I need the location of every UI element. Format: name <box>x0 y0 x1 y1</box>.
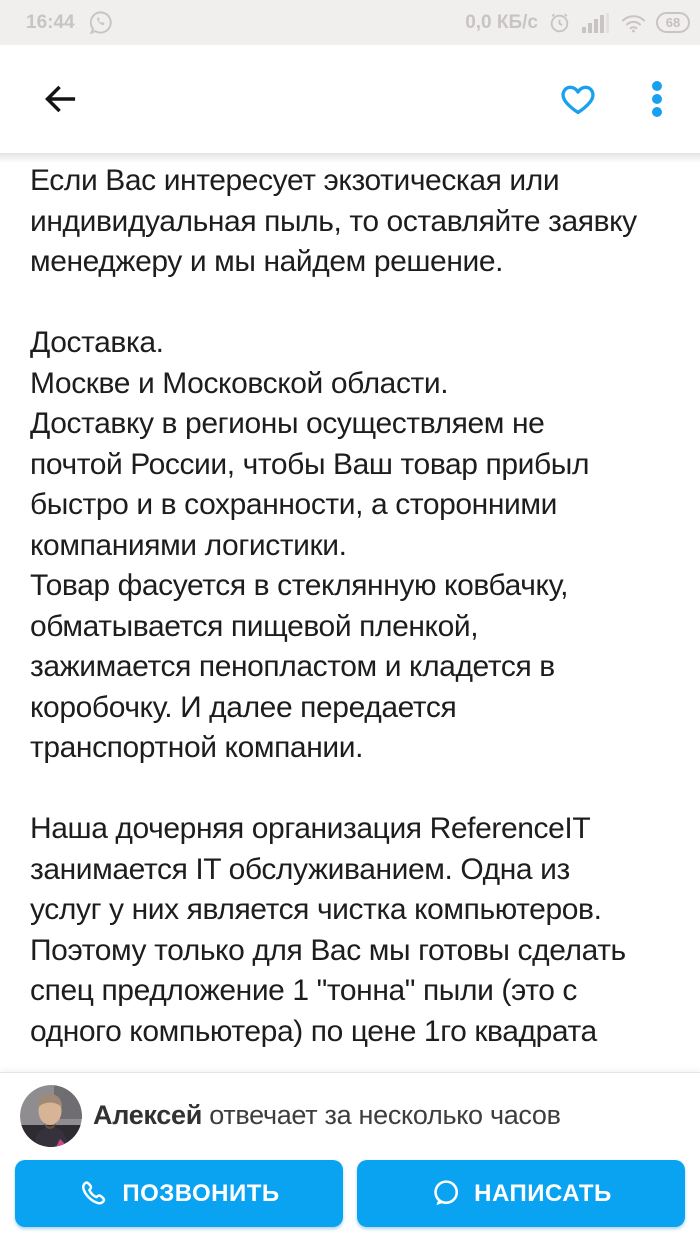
description-line: одного компьютера) по цене 1го квадрата <box>30 1014 597 1048</box>
app-bar <box>0 45 700 153</box>
description-line: Если Вас интересует экзотическая или <box>30 164 560 197</box>
bottom-panel <box>0 1072 700 1244</box>
write-button[interactable] <box>357 1160 685 1227</box>
status-bar <box>0 0 700 45</box>
description-line: компаниями логистики. <box>30 528 347 562</box>
phone-icon <box>78 1178 109 1209</box>
whatsapp-icon <box>87 9 114 36</box>
description-line: почтой России, чтобы Ваш товар прибыл <box>30 447 590 481</box>
favorite-button[interactable] <box>554 76 602 122</box>
description-line <box>30 769 678 810</box>
seller-info <box>93 1100 561 1131</box>
description-line: занимается IT обслуживанием. Одна из <box>30 852 570 886</box>
overflow-menu-button[interactable] <box>646 75 668 123</box>
description-line: зажимается пенопластом и кладется в <box>30 650 555 683</box>
description-line <box>30 283 678 324</box>
avatar <box>20 1085 82 1147</box>
description-line: Наша дочерняя организация ReferenceIT <box>30 812 591 845</box>
description-line: транспортной компании. <box>30 731 364 764</box>
seller-row[interactable] <box>0 1073 700 1158</box>
description-line: Товар фасуется в стеклянную ковбачку, <box>30 569 569 602</box>
network-speed: 0,0 КБ/с <box>465 11 538 33</box>
status-time: 16:44 <box>26 11 75 33</box>
heart-outline-icon <box>558 80 598 118</box>
battery-level: 68 <box>665 15 681 30</box>
description-line: Доставку в регионы осуществляем не <box>30 407 545 440</box>
back-arrow-icon <box>38 79 82 119</box>
description <box>30 161 678 1052</box>
back-button[interactable] <box>34 75 86 123</box>
description-line: обматывается пищевой пленкой, <box>30 609 479 643</box>
battery-icon <box>656 12 690 33</box>
seller-response-time: отвечает за несколько часов <box>209 1100 561 1130</box>
call-button[interactable] <box>15 1160 343 1227</box>
write-button-label: НАПИСАТЬ <box>474 1179 612 1207</box>
seller-name: Алексей <box>93 1100 202 1130</box>
description-line: индивидуальная пыль, то оставляйте заявку <box>30 204 637 238</box>
description-line: услуг у них является чистка компьютеров. <box>30 893 602 926</box>
description-line: Москве и Московской области. <box>30 366 449 400</box>
description-line: спец предложение 1 "тонна" пыли (это с <box>30 974 578 1007</box>
kebab-menu-icon <box>650 79 664 119</box>
chat-bubble-icon <box>430 1178 461 1209</box>
call-button-label: ПОЗВОНИТЬ <box>122 1179 280 1207</box>
wifi-icon <box>620 12 647 34</box>
description-line: Поэтому только для Вас мы готовы сделать <box>30 933 626 967</box>
alarm-clock-icon <box>547 10 572 35</box>
description-line: быстро и в сохранности, а сторонними <box>30 488 557 521</box>
description-line: коробочку. И далее передается <box>30 690 457 724</box>
cta-row <box>0 1160 700 1227</box>
description-line: Доставка. <box>30 326 164 359</box>
signal-strength-icon <box>581 11 611 35</box>
description-line: менеджеру и мы найдем решение. <box>30 245 504 278</box>
